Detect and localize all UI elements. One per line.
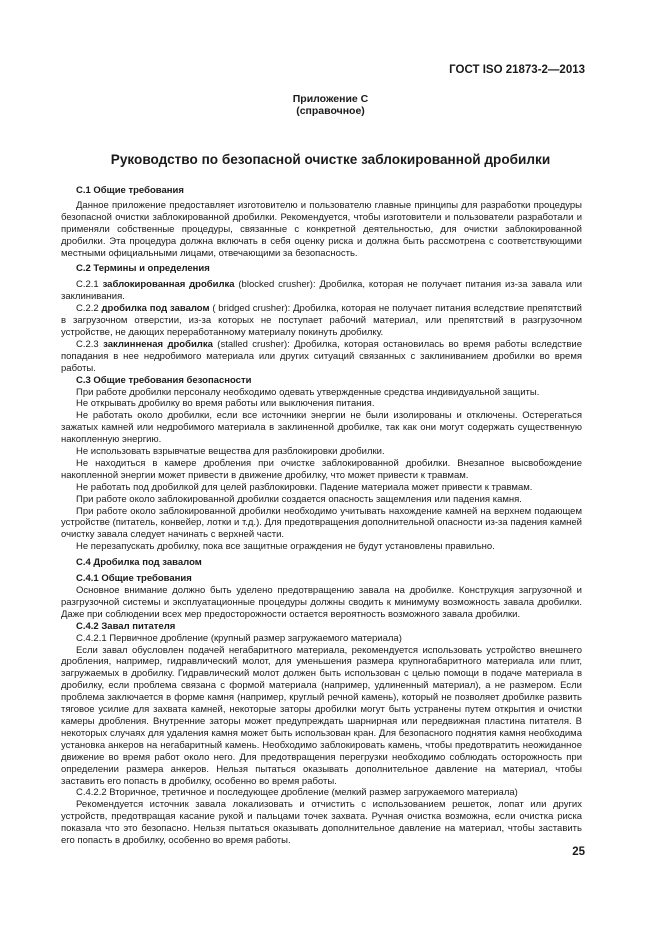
standard-designation: ГОСТ ISO 21873-2—2013: [449, 64, 585, 76]
subsection-heading-c42: С.4.2 Завал питателя: [76, 620, 176, 632]
subsection-heading-c421: С.4.2.1 Первичное дробление (крупный размер загружаемого материала): [76, 632, 402, 644]
safety-item: Не находиться в камере дробления при очистке заблокированной дробилки. Внезапное высвобождение накопленной энергии может привести в движение дробилку, что может привести к травмам.: [61, 457, 582, 481]
definition-number: С.2.3: [76, 338, 99, 350]
definition-c23: [61, 339, 582, 375]
paragraph-c421: Если завал обусловлен подачей негабаритного материала, рекомендуется использовать устройство внешнего дробления, например, гидравлический молот, для уменьшения размера крупногабаритного материала или плит, загружаемых в дробилку. Гидравлический молот должен быть использован с целью помощи в подаче материала в дробилку, если проблема связана с формой материала (например, удлиненный материал), а не размером. Если проблема заключается в форме камня (например, круглый речной камень), который не позволяет дробилке развить тяговое усилие для захвата камней, некоторые заторы дробилки могут быть устранены путем открытия и очистки камеры дробления. Внутренние заторы может предупреждать шарнирная или передвижная пластина питателя. В некоторых случаях для удаления камня может быть использован кран. Для безопасного поднятия камня необходима установка анкеров на негабаритный камень. Необходимо заблокировать камень, чтобы предотвратить неожиданное движение во время работ около него. Для предотвращения перегрузки необходимо соблюдать осторожность при определении размера анкеров. Нельзя пытаться оказывать дополнительное давление на материал, чтобы заставить его попасть в дробилку, особенно во время работы.: [61, 644, 582, 787]
document-title: Руководство по безопасной очистке заблокированной дробилки: [110, 152, 551, 167]
definition-number: С.2.2: [76, 303, 99, 315]
annex-title: Приложение С: [292, 93, 369, 105]
definition-c21: [61, 279, 582, 303]
safety-item: Не использовать взрывчатые вещества для разблокировки дробилки.: [76, 446, 385, 458]
paragraph-c422: Рекомендуется источник завала локализовать и отчистить с использованием решеток, лопат или других устройств, предотвращая касание рукой и пальцами точек захвата. Ручная очистка возможна, если очистка рискa показала что это безопасно. Нельзя пытаться оказывать дополнительное давление на материал, чтобы заставить его попасть в дробилку, особенно во время работы.: [61, 799, 582, 847]
safety-item: Не работать около дробилки, если все источники энергии не были изолированы и отключены. Остерегаться зажатых камней или недробимого материала в заклиненной дробилке, так как они могут содержать существенную накопленную энергию.: [61, 410, 582, 446]
safety-item: При работе около заблокированной дробилки создается опасность защемления или падения камня.: [76, 493, 522, 505]
safety-item: Не перезапускать дробилку, пока все защитные ограждения не будут установлены правильно.: [76, 541, 495, 553]
section-heading-c2: С.2 Термины и определения: [76, 263, 210, 275]
section-heading-c4: С.4 Дробилка под завалом: [76, 557, 202, 569]
annex-heading: [0, 93, 661, 117]
definition-text: ( bridged crusher): Дробилка, которая не получает питания вследствие препятствий в загрузочном отверстии, из-за которых не поступает рабочий материал, или препятствий в разгрузочном устройстве, не дающих переработанному материалу покинуть дробилку.: [61, 303, 582, 338]
subsection-heading-c422: С.4.2.2 Вторичное, третичное и последующее дробление (мелкий размер загружаемого материала): [76, 787, 518, 799]
page-number: 25: [572, 846, 585, 858]
subsection-heading-c41: С.4.1 Общие требования: [76, 573, 192, 585]
paragraph-c41: Основное внимание должно быть уделено предотвращению завала на дробилке. Конструкция загрузочной и разгрузочной системы и эксплуатационные процедуры должны сводить к минимуму возможность завала дробилки. Даже при соблюдении всех мер предосторожности остается вероятность возможного завала дробилки.: [61, 585, 582, 620]
document-body: [61, 182, 582, 847]
definition-term: дробилка под завалом: [101, 303, 210, 315]
section-heading-c1: С.1 Общие требования: [76, 185, 184, 196]
safety-item: Не работать под дробилкой для целей разблокировки. Падение материала может привести к травмам.: [76, 481, 533, 493]
definition-c22: [61, 303, 582, 339]
definition-text: (stalled crusher): Дробилка, которая остановилась во время работы вследствие попадания в нее недробимого материала или других ситуаций связанных с заклиниванием дробилки во время работы.: [61, 338, 583, 374]
paragraph-c1: Данное приложение предоставляет изготовителю и пользователю главные принципы для разработки процедуры безопасной очистки заблокированной дробилки. Рекомендуется, чтобы изготовители и пользователи разработали и применяли собственные процедуры, связанные с конкретной деятельностью, для очистки заблокированной дробилки. Эта процедура должна включать в себя оценку риска и должна быть рассмотрена с соответствующими местными официальными лицами, отвечающими за безопасность.: [61, 199, 582, 259]
annex-subtitle: (справочное): [296, 105, 365, 117]
safety-item: Не открывать дробилку во время работы или выключения питания.: [76, 398, 375, 410]
definition-text: (blocked crusher): Дробилка, которая не получает питания из-за завала или заклинивания.: [61, 279, 583, 303]
section-heading-c3: С.3 Общие требования безопасности: [76, 374, 252, 386]
definition-term: заблокированная дробилка: [102, 279, 235, 291]
safety-item: При работе около заблокированной дробилки необходимо учитывать нахождение камней на верхнем подающем устройстве (питатель, конвейер, лотки и т.д.). Для предотвращения дополнительной опасности из-за падения камней очистку завала следует начинать с верхней части.: [61, 505, 582, 541]
safety-item: При работе дробилки персоналу необходимо одевать утвержденные средства индивидуальной защиты.: [76, 386, 540, 398]
definition-number: С.2.1: [76, 279, 99, 291]
definition-term: заклинненая дробилка: [103, 338, 213, 350]
